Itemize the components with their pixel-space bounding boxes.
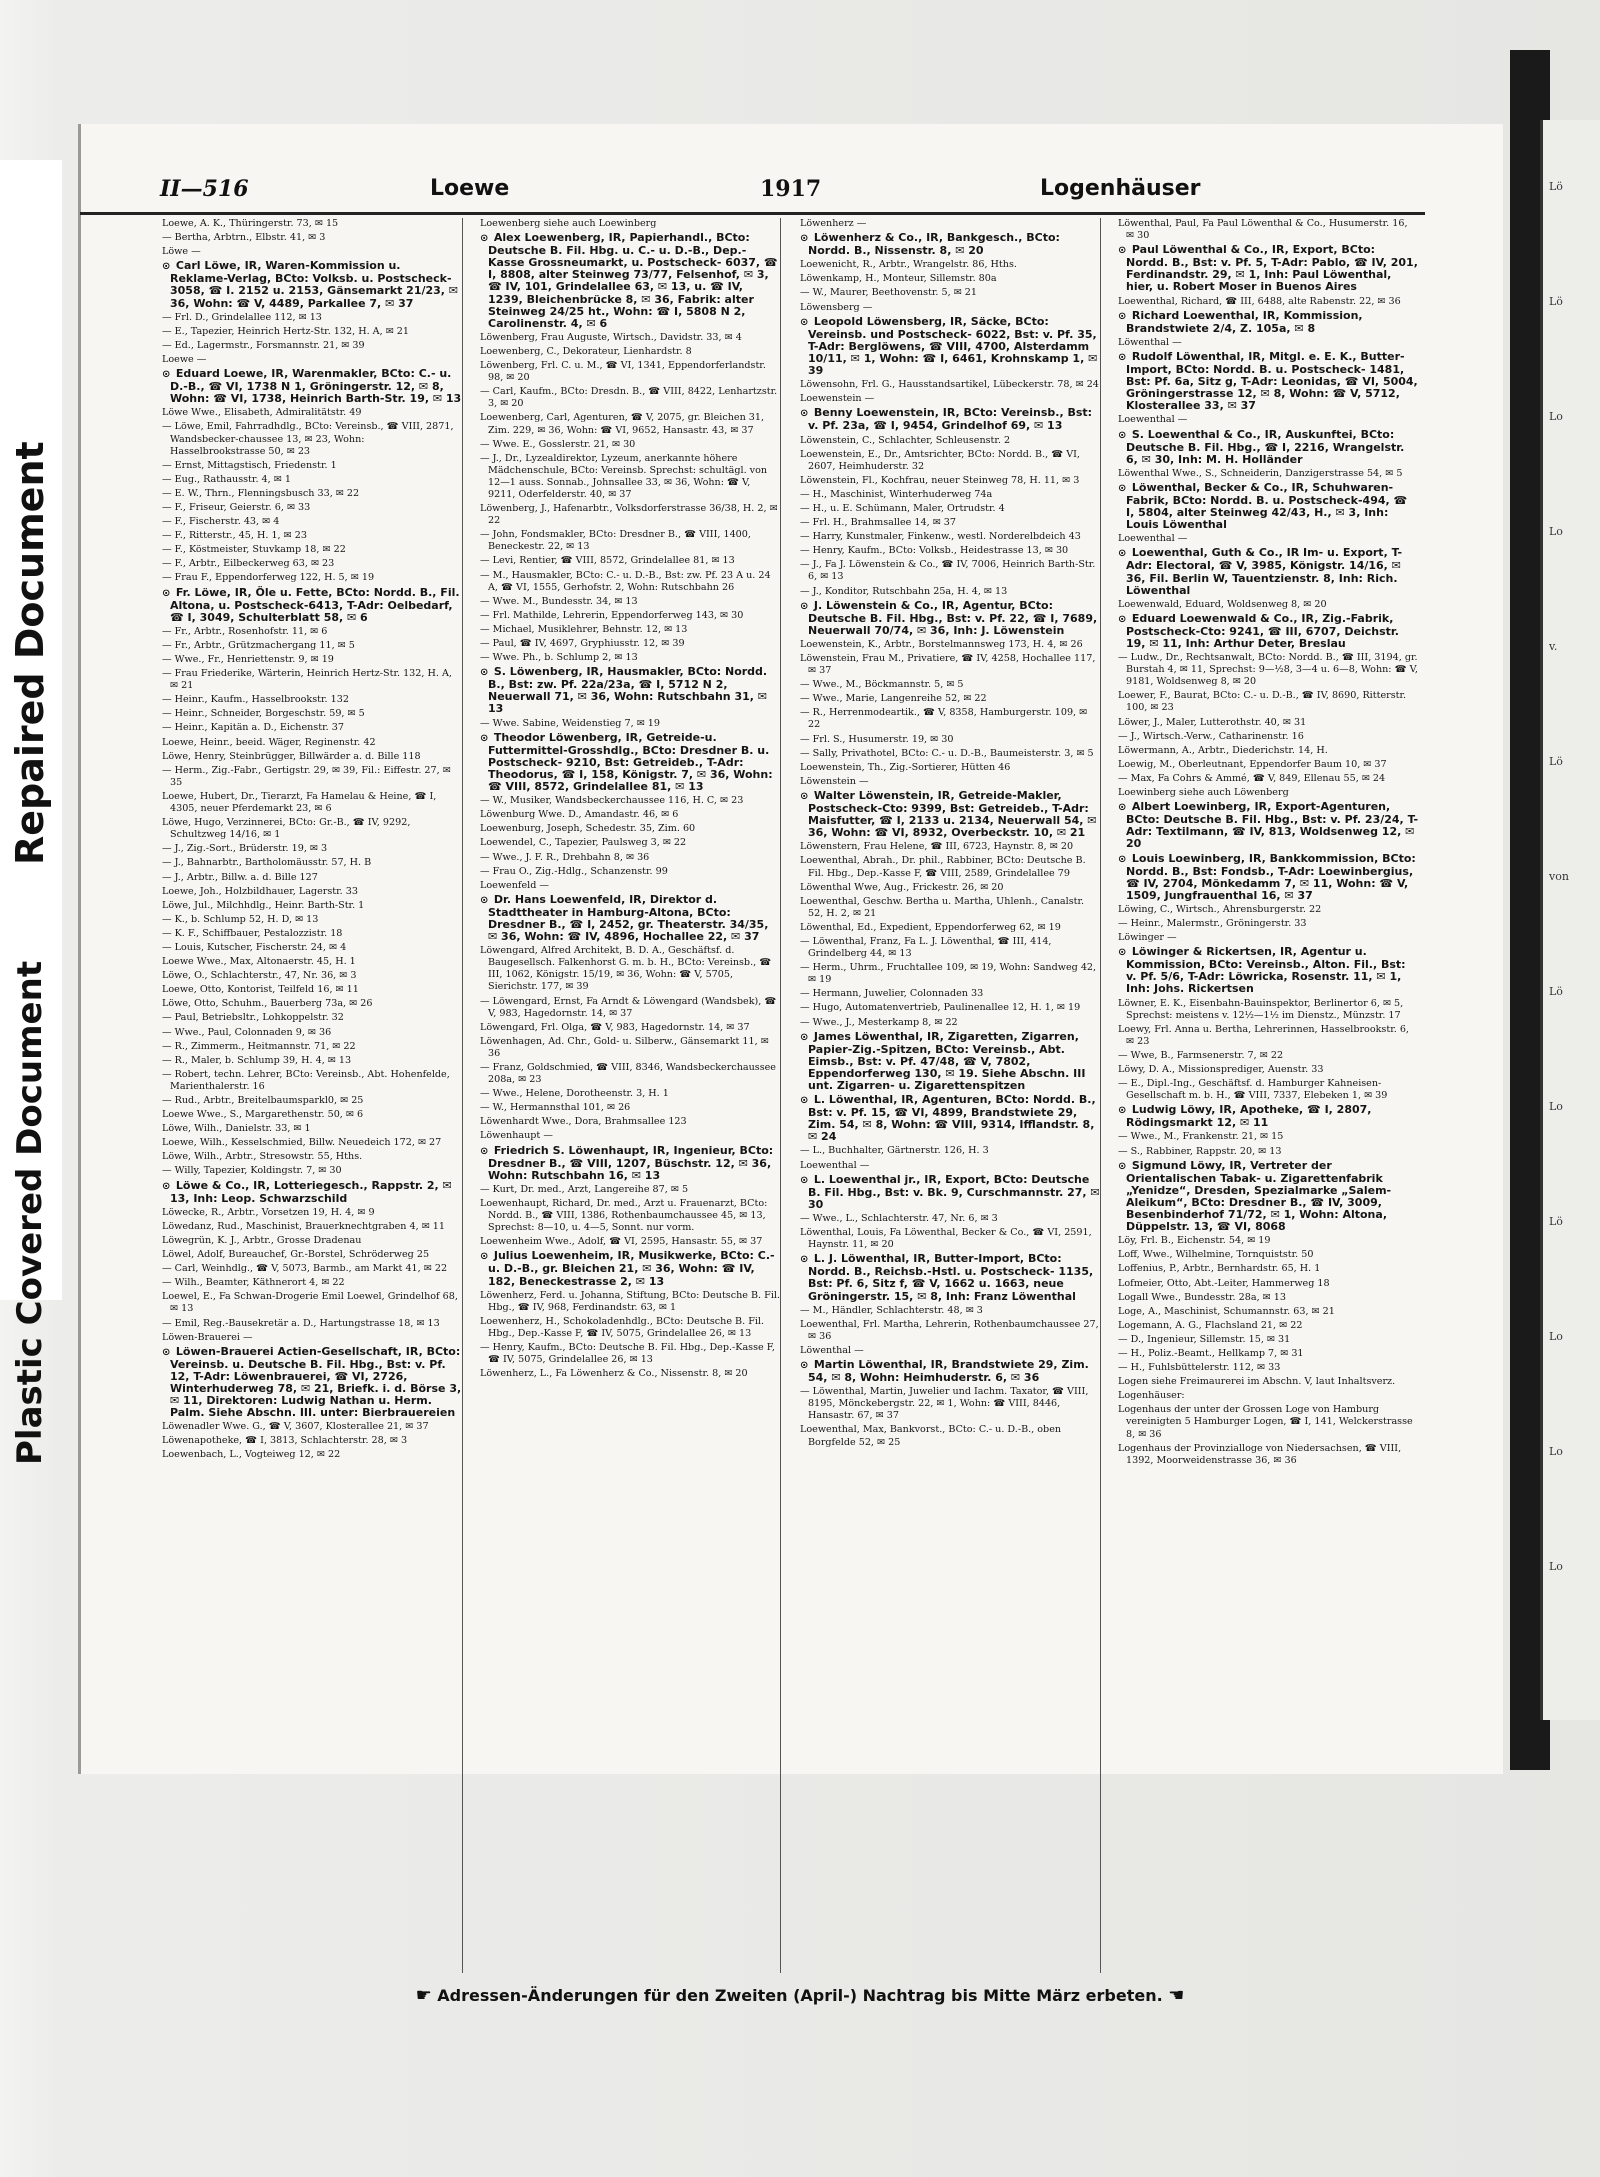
directory-entry: — J., Zig.-Sort., Brüderstr. 19, ✉ 3 <box>162 843 328 855</box>
directory-entry: — Ludw., Dr., Rechtsanwalt, BCto: Nordd. B., ☎ III, 3194, gr. Burstah 4, ✉ 11, Sprechst: 9—½8, 3—4 u. 6—8, Wohn: ☎ V, 9181, Woldsenweg 8, ✉ 20 <box>1118 652 1418 688</box>
directory-entry: Löwenkamp, H., Monteur, Sillemstr. 80a <box>800 273 997 285</box>
adjacent-page-fragment: Lö <box>1549 1215 1563 1228</box>
directory-entry: Loewenstein, Th., Zig.-Sortierer, Hütten 46 <box>800 761 1011 773</box>
directory-entry: Löwe, Hugo, Verzinnerei, BCto: Gr.-B., ☎ IV, 9292, Schultzweg 14/16, ✉ 1 <box>162 817 411 841</box>
adjacent-page-fragment: Lo <box>1549 1560 1563 1573</box>
directory-entry: Löwenherz, L., Fa Löwenherz & Co., Nissenstr. 8, ✉ 20 <box>480 1368 748 1380</box>
column-1 <box>162 218 463 1973</box>
firm-entry: ⊙ Albert Loewinberg, IR, Export-Agenturen, BCto: Deutsche B. Fil. Hbg., Bst: v. Pf. 23/24, T-Adr: Textilmann, ☎ IV, 813, Woldsenweg 12, ✉ 20 <box>1118 800 1418 851</box>
plastic-covered-document-label: Plastic Covered Document <box>10 960 50 1465</box>
firm-entry: ⊙ Leopold Löwensberg, IR, Säcke, BCto: Vereinsb. und Postscheck- 6022, Bst: v. Pf. 35, T-Adr: Berglöwens, ☎ VIII, 4700, Alsterdamm 10/11, ✉ 1, Wohn: ☎ I, 6461, Krohnskamp 1, ✉ 39 <box>800 314 1098 378</box>
directory-entry: Logemann, A. G., Flachsland 21, ✉ 22 <box>1118 1319 1303 1331</box>
firm-entry: ⊙ Eduard Loewenwald & Co., IR, Zig.-Fabrik, Postscheck-Cto: 9241, ☎ III, 6707, Deichstr. 19, ✉ 11, Inh: Arthur Deter, Breslau <box>1118 611 1399 650</box>
directory-entry: Logenhäuser: <box>1118 1390 1185 1402</box>
directory-entry: — John, Fondsmakler, BCto: Dresdner B., ☎ VIII, 1400, Beneckestr. 22, ✉ 13 <box>480 529 751 553</box>
directory-entry: — J., Arbtr., Billw. a. d. Bille 127 <box>162 871 318 883</box>
firm-entry: ⊙ Löwinger & Rickertsen, IR, Agentur u. Kommission, BCto: Vereinsb., Alton. Fil., Bst: v. Pf. 5/6, T-Adr: Löwricka, Rosenstr. 11, ✉ 1, Inh: Johs. Rickertsen <box>1118 945 1406 996</box>
firm-marker-icon: ⊙ <box>800 1174 812 1186</box>
directory-entry: — Heinr., Schneider, Borgeschstr. 59, ✉ 5 <box>162 708 365 720</box>
directory-entry: — Rud., Arbtr., Breitelbaumsparkl0, ✉ 25 <box>162 1095 364 1106</box>
directory-entry: — Wwe. Ph., b. Schlump 2, ✉ 13 <box>480 652 638 664</box>
directory-entry: Löwenstein, C., Schlachter, Schleusenstr. 2 <box>800 434 1011 446</box>
directory-entry: — W., Hermannsthal 101, ✉ 26 <box>480 1102 631 1114</box>
directory-entry: Löwer, J., Maler, Lutterothstr. 40, ✉ 31 <box>1118 716 1307 728</box>
directory-entry: Loewenthal, Max, Bankvorst., BCto: C.- u. D.-B., oben Borgfelde 52, ✉ 25 <box>800 1424 1062 1448</box>
directory-entry: Löwenburg Wwe. D., Amandastr. 46, ✉ 6 <box>480 809 679 821</box>
directory-entry: Loewenthal, Abrah., Dr. phil., Rabbiner, BCto: Deutsche B. Fil. Hbg., Dep.-Kasse F, ☎ VIII, 2589, Grindelallee 79 <box>800 855 1086 879</box>
directory-entry: — Frau Friederike, Wärterin, Heinrich Hertz-Str. 132, H. A, ✉ 21 <box>162 668 452 692</box>
directory-entry: — J., Wirtsch.-Verw., Catharinenstr. 16 <box>1118 730 1304 742</box>
firm-marker-icon: ⊙ <box>1118 245 1130 257</box>
directory-entry: Löwenthal — <box>1118 336 1182 348</box>
firm-marker-icon: ⊙ <box>162 261 174 273</box>
directory-entry: Löwel, Adolf, Bureauchef, Gr.-Borstel, Schröderweg 25 <box>162 1249 430 1261</box>
directory-entry: — Wwe., J. F. R., Drehbahn 8, ✉ 36 <box>480 851 650 863</box>
adjacent-page-fragment: Lö <box>1549 180 1563 193</box>
column-3 <box>800 218 1101 1973</box>
directory-entry: — K. F., Schiffbauer, Pestalozzistr. 18 <box>162 927 343 939</box>
directory-entry: Loge, A., Maschinist, Schumannstr. 63, ✉ 21 <box>1118 1305 1335 1317</box>
firm-entry: ⊙ S. Löwenberg, IR, Hausmakler, BCto: Nordd. B., Bst: zw. Pf. 22a/23a, ☎ I, 5712 N 2, Neuerwall 71, ✉ 36, Wohn: Rutschbahn 31, ✉ 13 <box>480 665 768 716</box>
firm-entry: ⊙ L. Loewenthal jr., IR, Export, BCto: Deutsche B. Fil. Hbg., Bst: v. Bk. 9, Curschmannstr. 27, ✉ 30 <box>800 1172 1100 1211</box>
header-first-name: Loewe <box>430 176 510 201</box>
directory-entry: — Wwe, B., Farmsenerstr. 7, ✉ 22 <box>1118 1049 1284 1061</box>
directory-entry: — K., b. Schlump 52, H. D, ✉ 13 <box>162 913 319 925</box>
directory-entry: Logenhaus der Provinzialloge von Niedersachsen, ☎ VIII, 1392, Moorweidenstrasse 36, ✉ 36 <box>1118 1442 1402 1466</box>
directory-entry: — Fr., Arbtr., Grützmachergang 11, ✉ 5 <box>162 639 355 651</box>
directory-entry: — E., Dipl.-Ing., Geschäftsf. d. Hamburger Kahneisen-Gesellschaft m. b. H., ☎ VIII, 7337, Elebeken 1, ✉ 39 <box>1118 1078 1388 1102</box>
firm-entry: ⊙ Löwen-Brauerei Actien-Gesellschaft, IR, BCto: Vereinsb. u. Deutsche B. Fil. Hbg., Bst: v. Pf. 12, T-Adr: Löwenbrauerei, ☎ VI, 2726, Winterhuderweg 78, ✉ 21, Briefk. i. d. Börse 3, ✉ 11, Direktoren: Ludwig Nathan u. Herm. Palm. Siehe Abschn. III. unter: Bierbrauereien <box>162 1344 462 1420</box>
directory-entry: Loewenberg, C., Dekorateur, Lienhardstr. 8 <box>480 345 692 357</box>
directory-entry: Loewig, M., Oberleutnant, Eppendorfer Baum 10, ✉ 37 <box>1118 758 1387 770</box>
directory-entry: Logen siehe Freimaurerei im Abschn. V, laut Inhaltsverz. <box>1118 1376 1396 1388</box>
directory-entry: — Franz, Goldschmied, ☎ VIII, 8346, Wandsbeckerchaussee 208a, ✉ 23 <box>480 1062 776 1086</box>
directory-entry: — Wwe., Fr., Henriettenstr. 9, ✉ 19 <box>162 654 334 665</box>
directory-entry: — F., Köstmeister, Stuvkamp 18, ✉ 22 <box>162 544 346 556</box>
firm-entry: ⊙ Friedrich S. Löwenhaupt, IR, Ingenieur, BCto: Dresdner B., ☎ VIII, 1207, Büschstr. 12, ✉ 36, Wohn: Rutschbahn 16, ✉ 13 <box>480 1143 774 1182</box>
firm-marker-icon: ⊙ <box>800 790 812 802</box>
firm-entry: ⊙ Julius Loewenheim, IR, Musikwerke, BCto: C.- u. D.-B., gr. Bleichen 21, ✉ 36, Wohn: ☎ IV, 182, Beneckestrasse 2, ✉ 13 <box>480 1249 775 1288</box>
firm-marker-icon: ⊙ <box>1118 802 1130 814</box>
directory-entry: Loewenwald, Eduard, Woldsenweg 8, ✉ 20 <box>1118 598 1327 610</box>
firm-entry: ⊙ Louis Loewinberg, IR, Bankkommission, BCto: Nordd. B., Bst: Fondsb., T-Adr: Loewinbergius, ☎ IV, 2704, Mönkedamm 7, ✉ 11, Wohn: ☎ V, 1509, Jungfrauenthal 16, ✉ 37 <box>1118 851 1416 902</box>
directory-entry: Löwe, O., Schlachterstr., 47, Nr. 36, ✉ 3 <box>162 970 357 982</box>
directory-entry: Löwenthal — <box>800 1344 864 1356</box>
firm-entry: ⊙ Löwenthal, Becker & Co., IR, Schuhwaren-Fabrik, BCto: Nordd. B. u. Postscheck-494, ☎ I, 5804, alter Steinweg 42/43, H., ✉ 3, Inh: Louis Löwenthal <box>1118 480 1408 532</box>
directory-entry: Loewenbach, L., Vogteiweg 12, ✉ 22 <box>162 1449 341 1461</box>
directory-entry: — Henry, Kaufm., BCto: Volksb., Heidestrasse 13, ✉ 30 <box>800 545 1069 557</box>
firm-entry: ⊙ Ludwig Löwy, IR, Apotheke, ☎ I, 2807, Rödingsmarkt 12, ✉ 11 <box>1118 1103 1372 1130</box>
directory-entry: — Paul, ☎ IV, 4697, Gryphiusstr. 12, ✉ 39 <box>480 638 685 649</box>
directory-entry: Löy, Frl. B., Eichenstr. 54, ✉ 19 <box>1118 1235 1271 1247</box>
directory-entry: Loffenius, P., Arbtr., Bernhardstr. 65, H. 1 <box>1118 1263 1321 1275</box>
directory-entry: Loewenthal, Geschw. Bertha u. Martha, Uhlenh., Canalstr. 52, H. 2, ✉ 21 <box>800 895 1085 919</box>
directory-entry: Löwenhagen, Ad. Chr., Gold- u. Silberw., Gänsemarkt 11, ✉ 36 <box>480 1035 769 1059</box>
directory-entry: Löwengard, Alfred Architekt, B. D. A., Geschäftsf. d. Baugesellsch. Falkenhorst G. m. b. H., BCto: Vereinsb., ☎ III, 1062, Königstr. 15/19, ✉ 36, Wohn: ☎ V, 5705, Sierichstr. 177, ✉ 39 <box>480 945 772 993</box>
directory-entry: Löwenapotheke, ☎ I, 3813, Schlachterstr. 28, ✉ 3 <box>162 1435 408 1447</box>
directory-entry: — Wilh., Beamter, Käthnerort 4, ✉ 22 <box>162 1277 345 1289</box>
firm-marker-icon: ⊙ <box>1118 947 1130 959</box>
directory-entry: Löwenhardt Wwe., Dora, Brahmsallee 123 <box>480 1116 687 1128</box>
directory-entry: — Max, Fa Cohrs & Ammé, ☎ V, 849, Ellenau 55, ✉ 24 <box>1118 772 1386 784</box>
firm-marker-icon: ⊙ <box>480 233 492 245</box>
directory-entry: Logall Wwe., Bundesstr. 28a, ✉ 13 <box>1118 1291 1286 1303</box>
directory-entry: Löwengard, Frl. Olga, ☎ V, 983, Hagedornstr. 14, ✉ 37 <box>480 1021 750 1033</box>
adjacent-page-fragment: Lo <box>1549 1330 1563 1343</box>
directory-entry: — F., Ritterstr., 45, H. 1, ✉ 23 <box>162 530 307 542</box>
directory-entry: — Wwe. E., Gosslerstr. 21, ✉ 30 <box>480 438 636 450</box>
directory-entry: Loff, Wwe., Wilhelmine, Tornquiststr. 50 <box>1118 1249 1314 1261</box>
page-footer-notice <box>300 1985 1300 2006</box>
directory-entry: Löwinger — <box>1118 932 1177 944</box>
directory-entry: — Harry, Kunstmaler, Finkenw., westl. Norderelbdeich 43 <box>800 531 1081 543</box>
directory-entry: Loewenberg siehe auch Loewinberg <box>480 218 657 229</box>
firm-entry: ⊙ Dr. Hans Loewenfeld, IR, Direktor d. Stadttheater in Hamburg-Altona, BCto: Dresdner B., ☎ I, 2452, gr. Theaterstr. 34/35, ✉ 36, Wohn: ☎ IV, 4896, Hochallee 22, ✉ 37 <box>480 892 769 944</box>
directory-entry: — Wwe., Paul, Colonnaden 9, ✉ 36 <box>162 1026 332 1038</box>
directory-entry: Löwecke, R., Arbtr., Vorsetzen 19, H. 4, ✉ 9 <box>162 1206 375 1218</box>
firm-entry: ⊙ Löwenherz & Co., IR, Bankgesch., BCto: Nordd. B., Nissenstr. 8, ✉ 20 <box>800 231 1060 258</box>
firm-entry: ⊙ Sigmund Löwy, IR, Vertreter der Orientalischen Tabak- u. Zigarettenfabrik „Yenidze“, Dresden, Spezialmarke „Salem-Aleikum“, BCto: Dresdner B., ☎ IV, 3009, Besenbinderhof 71/72, ✉ 1, Wohn: Altona, Düppelstr. 13, ☎ VI, 8068 <box>1118 1158 1392 1234</box>
directory-entry: Loewenthal — <box>800 1159 870 1171</box>
directory-entry: Löwenthal Wwe., S., Schneiderin, Danzigerstrasse 54, ✉ 5 <box>1118 467 1403 479</box>
directory-entry: Loewenstein, E., Dr., Amtsrichter, BCto: Nordd. B., ☎ VI, 2607, Heimhuderstr. 32 <box>800 448 1080 472</box>
directory-entry: Loewel, E., Fa Schwan-Drogerie Emil Loewel, Grindelhof 68, ✉ 13 <box>162 1291 458 1315</box>
firm-marker-icon: ⊙ <box>162 1180 174 1192</box>
directory-entry: Löwegrün, K. J., Arbtr., Grosse Dradenau <box>162 1234 362 1246</box>
directory-entry: Loewenstein — <box>800 393 875 405</box>
adjacent-page-fragment: Lo <box>1549 1100 1563 1113</box>
directory-entry: Löwing, C., Wirtsch., Ahrensburgerstr. 22 <box>1118 903 1322 915</box>
firm-entry: ⊙ L. Löwenthal, IR, Agenturen, BCto: Nordd. B., Bst: v. Pf. 15, ☎ VI, 4899, Brandstwiete 29, Zim. 54, ✉ 8, Wohn: ☎ VIII, 9314, Ifflandstr. 8, ✉ 24 <box>800 1093 1096 1144</box>
directory-entry: — Ed., Lagermstr., Forsmannstr. 21, ✉ 39 <box>162 339 365 351</box>
adjacent-page-fragment: Lo <box>1549 410 1563 423</box>
firm-marker-icon: ⊙ <box>1118 310 1130 322</box>
directory-entry: — F., Friseur, Geierstr. 6, ✉ 33 <box>162 501 311 513</box>
directory-entry: — Löwenthal, Martin, Juwelier und Iachm. Taxator, ☎ VIII, 8195, Mönckebergstr. 22, ✉ 1, Wohn: ☎ VIII, 8446, Hansastr. 67, ✉ 37 <box>800 1386 1089 1422</box>
firm-marker-icon: ⊙ <box>800 1095 812 1107</box>
directory-entry: — F., Fischerstr. 43, ✉ 4 <box>162 516 280 528</box>
column-2 <box>480 218 781 1973</box>
firm-entry: ⊙ Eduard Loewe, IR, Warenmakler, BCto: C.- u. D.-B., ☎ VI, 1738 N 1, Gröningerstr. 12, ✉ 8, Wohn: ☎ VI, 1738, Heinrich Barth-Str. 19, ✉ 13 <box>162 367 462 406</box>
directory-entry: — Wwe. M., Bundesstr. 34, ✉ 13 <box>480 595 638 607</box>
adjacent-page-fragment: Lo <box>1549 525 1563 538</box>
directory-entry: Loewenthal, Richard, ☎ III, 6488, alte Rabenstr. 22, ✉ 36 <box>1118 295 1401 307</box>
directory-entry: Löwenthal, Louis, Fa Löwenthal, Becker & Co., ☎ VI, 2591, Haynstr. 11, ✉ 20 <box>800 1227 1092 1251</box>
directory-entry: Löwenherz, Ferd. u. Johanna, Stiftung, BCto: Deutsche B. Fil. Hbg., ☎ IV, 968, Ferdinandstr. 63, ✉ 1 <box>480 1289 781 1313</box>
directory-entry: — J., Dr., Lyzealdirektor, Lyzeum, anerkannte höhere Mädchenschule, BCto: Vereinsb. Sprechst: schultägl. von 12—1 auss. Sonnab., Johnsallee 33, ✉ 36, Wohn: ☎ V, 9211, Oderfelderstr. 40, ✉ 37 <box>480 452 768 500</box>
pointing-hand-icon: ☛ <box>415 1985 432 2006</box>
directory-entry: Löwe, Otto, Schuhm., Bauerberg 73a, ✉ 26 <box>162 998 373 1010</box>
firm-marker-icon: ⊙ <box>162 369 174 381</box>
directory-entry: — W., Maurer, Beethovenstr. 5, ✉ 21 <box>800 287 977 299</box>
directory-entry: — Henry, Kaufm., BCto: Deutsche B. Fil. Hbg., Dep.-Kasse F, ☎ IV, 5075, Grindelallee 26, ✉ 13 <box>480 1341 775 1366</box>
directory-entry: Löwensberg — <box>800 301 873 313</box>
directory-entry: Löwenhaupt — <box>480 1130 553 1142</box>
directory-entry: Loewenthal — <box>1118 533 1188 545</box>
directory-entry: Loewy, Frl. Anna u. Bertha, Lehrerinnen, Hasselbrookstr. 6, ✉ 23 <box>1118 1023 1409 1047</box>
firm-marker-icon: ⊙ <box>480 1145 492 1157</box>
header-year: 1917 <box>760 176 822 202</box>
firm-marker-icon: ⊙ <box>1118 1105 1130 1117</box>
directory-entry: Löwenstein, Frau M., Privatiere, ☎ IV, 4258, Hochallee 117, ✉ 37 <box>800 653 1096 677</box>
firm-entry: ⊙ Theodor Löwenberg, IR, Getreide-u. Futtermittel-Grosshdlg., BCto: Dresdner B. u. Postscheck- 9210, Bst: Getreideb., T-Adr: Theodorus, ☎ I, 158, Königstr. 7, ✉ 36, Wohn: ☎ VIII, 8572, Grindelallee 81, ✉ 13 <box>480 730 773 794</box>
directory-entry: Loewenthal, Frl. Martha, Lehrerin, Rothenbaumchaussee 27, ✉ 36 <box>800 1318 1099 1342</box>
directory-entry: — Hugo, Automatenvertrieb, Paulinenallee 12, H. 1, ✉ 19 <box>800 1002 1081 1014</box>
directory-entry: Löwe — <box>162 246 201 258</box>
directory-entry: — Robert, techn. Lehrer, BCto: Vereinsb., Abt. Hohenfelde, Marienthalerstr. 16 <box>162 1068 450 1092</box>
directory-entry: — Ernst, Mittagstisch, Friedenstr. 1 <box>162 459 337 471</box>
firm-entry: ⊙ Fr. Löwe, IR, Öle u. Fette, BCto: Nordd. B., Fil. Altona, u. Postscheck-6413, T-Adr: Oelbedarf, ☎ I, 3049, Schulterblatt 58, ✉ 6 <box>162 585 460 624</box>
directory-entry: — M., Händler, Schlachterstr. 48, ✉ 3 <box>800 1304 983 1316</box>
directory-entry: — Wwe., J., Mesterkamp 8, ✉ 22 <box>800 1016 958 1028</box>
directory-entry: Loewe Wwe., S., Margarethenstr. 50, ✉ 6 <box>162 1109 364 1121</box>
directory-entry: — J., Bahnarbtr., Bartholomäusstr. 57, H. B <box>162 857 372 869</box>
firm-marker-icon: ⊙ <box>1118 429 1130 441</box>
firm-marker-icon: ⊙ <box>480 894 492 906</box>
directory-entry: Löwenadler Wwe. G., ☎ V, 3607, Klosterallee 21, ✉ 37 <box>162 1421 429 1433</box>
directory-entry: Löwenherz — <box>800 218 867 229</box>
adjacent-page-fragment: v. <box>1549 640 1558 653</box>
adjacent-page-edge <box>1540 120 1600 1720</box>
directory-entry: Löwermann, A., Arbtr., Diederichstr. 14, H. <box>1118 744 1328 756</box>
directory-entry: Loewe, Hubert, Dr., Tierarzt, Fa Hamelau & Heine, ☎ I, 4305, neuer Pferdemarkt 23, ✉ 6 <box>162 790 437 815</box>
directory-entry: — Frl. Mathilde, Lehrerin, Eppendorferweg 143, ✉ 30 <box>480 609 744 621</box>
adjacent-page-fragment: Lö <box>1549 985 1563 998</box>
directory-entry: Löwenthal Wwe, Aug., Frickestr. 26, ✉ 20 <box>800 881 1004 893</box>
directory-entry: — M., Hausmakler, BCto: C.- u. D.-B., Bst: zw. Pf. 23 A u. 24 A, ☎ VI, 1555, Gerhofstr. 2, Wohn: Rutschbahn 26 <box>480 569 771 593</box>
firm-marker-icon: ⊙ <box>480 667 492 679</box>
directory-entry: Löwen-Brauerei — <box>162 1331 253 1343</box>
directory-entry: — Wwe., M., Böckmannstr. 5, ✉ 5 <box>800 679 964 691</box>
directory-entry: Löwenthal, Paul, Fa Paul Löwenthal & Co., Husumerstr. 16, ✉ 30 <box>1118 218 1408 242</box>
directory-entry: — Heinr., Kaufm., Hasselbrookstr. 132 <box>162 694 349 706</box>
directory-entry: Loewinberg siehe auch Löwenberg <box>1118 787 1289 799</box>
firm-entry: ⊙ Martin Löwenthal, IR, Brandstwiete 29, Zim. 54, ✉ 8, Wohn: Heimhuderstr. 6, ✉ 36 <box>800 1357 1089 1385</box>
firm-marker-icon: ⊙ <box>1118 351 1130 363</box>
directory-entry: Loewe Wwe., Max, Altonaerstr. 45, H. 1 <box>162 956 356 968</box>
directory-entry: Löwenstein, Fl., Kochfrau, neuer Steinweg 78, H. 11, ✉ 3 <box>800 474 1080 486</box>
directory-entry: Loewe — <box>162 353 207 365</box>
directory-entry: — Wwe., Marie, Langenreihe 52, ✉ 22 <box>800 693 987 705</box>
directory-entry: — Willy, Tapezier, Koldingstr. 7, ✉ 30 <box>162 1165 342 1177</box>
directory-entry: — Kurt, Dr. med., Arzt, Langereihe 87, ✉ 5 <box>480 1183 689 1195</box>
directory-entry: — Hermann, Juwelier, Colonnaden 33 <box>800 988 984 1000</box>
directory-entry: Loewenburg, Joseph, Schedestr. 35, Zim. 60 <box>480 823 696 835</box>
directory-entry: — R., Zimmerm., Heitmannstr. 71, ✉ 22 <box>162 1040 356 1052</box>
directory-entry: Loewenstein, K., Arbtr., Borstelmannsweg 173, H. 4, ✉ 26 <box>800 638 1083 650</box>
directory-entry: — Paul, Betriebsltr., Lohkoppelstr. 32 <box>162 1012 344 1024</box>
firm-entry: ⊙ Alex Loewenberg, IR, Papierhandl., BCto: Deutsche B. Fil. Hbg. u. C.- u. D.-B., Dep.-Kasse Grossneumarkt, u. Postscheck- 6037, ☎ I, 8808, alter Steinweg 73/77, Felsenhof, ✉ 3, ☎ IV, 101, Grindelallee 63, ✉ 13, u. ☎ IV, 1239, Bleichenbrücke 8, ✉ 36, Fabrik: alter Steinweg 24/25 ht., Wohn: ☎ I, 5808 N 2, Carolinenstr. 4, ✉ 6 <box>480 231 778 330</box>
directory-entry: Loewendel, C., Tapezier, Paulsweg 3, ✉ 22 <box>480 837 687 849</box>
directory-entry: Löwedanz, Rud., Maschinist, Brauerknechtgraben 4, ✉ 11 <box>162 1220 446 1232</box>
side-label-strip <box>0 160 62 1465</box>
directory-entry: — Eug., Rathausstr. 4, ✉ 1 <box>162 473 291 485</box>
directory-entry: — Levi, Rentier, ☎ VIII, 8572, Grindelallee 81, ✉ 13 <box>480 555 735 567</box>
footer-text: Adressen-Änderungen für den Zweiten (April-) Nachtrag bis Mitte März erbeten. <box>437 1986 1163 2005</box>
firm-marker-icon: ⊙ <box>1118 548 1130 560</box>
adjacent-page-fragment: Lo <box>1549 1445 1563 1458</box>
firm-entry: ⊙ Loewenthal, Guth & Co., IR Im- u. Export, T-Adr: Electoral, ☎ V, 3985, Königstr. 14/16, ✉ 36, Fil. Berlin W, Tauentzienstr. 8, Inh: Rich. Löwenthal <box>1118 546 1403 597</box>
directory-entry: Loewenberg, Carl, Agenturen, ☎ V, 2075, gr. Bleichen 31, Zim. 229, ✉ 36, Wohn: ☎ VI, 9652, Hansastr. 43, ✉ 37 <box>480 412 765 436</box>
directory-entry: — W., Musiker, Wandsbeckerchaussee 116, H. C, ✉ 23 <box>480 795 744 807</box>
directory-entry: Loewenhaupt, Richard, Dr. med., Arzt u. Frauenarzt, BCto: Nordd. B., ☎ VIII, 1386, Rothenbaumchaussee 45, ✉ 13, Sprechst: 8—10, u. 4—5, Sonnt. nur vorm. <box>480 1197 768 1234</box>
directory-entry: Löwenberg, Frau Auguste, Wirtsch., Davidstr. 33, ✉ 4 <box>480 331 742 343</box>
directory-entry: Löwenberg, Frl. C. u. M., ☎ VI, 1341, Eppendorferlandstr. 98, ✉ 20 <box>480 360 766 384</box>
directory-entry: Loewenherz, H., Schokoladenhdlg., BCto: Deutsche B. Fil. Hbg., Dep.-Kasse F, ☎ IV, 5075, Grindelallee 26, ✉ 13 <box>480 1315 765 1339</box>
directory-entry: — Fr., Arbtr., Rosenhofstr. 11, ✉ 6 <box>162 625 328 637</box>
directory-entry: — H., Fuhlsbüttelerstr. 112, ✉ 33 <box>1118 1362 1281 1374</box>
directory-entry: — Wwe. Sabine, Weidenstieg 7, ✉ 19 <box>480 717 660 729</box>
directory-entry: — H., u. E. Schümann, Maler, Ortrudstr. 4 <box>800 502 1005 514</box>
firm-marker-icon: ⊙ <box>162 1346 174 1358</box>
directory-entry: — Löwe, Emil, Fahrradhdlg., BCto: Vereinsb., ☎ VIII, 2871, Wandsbecker-chaussee 13, ✉ 23, Wohn: Hasselbrookstrasse 50, ✉ 23 <box>162 421 454 457</box>
directory-entry: — J., Fa J. Löwenstein & Co., ☎ IV, 7006, Heinrich Barth-Str. 6, ✉ 13 <box>800 559 1096 583</box>
directory-entry: — Wwe., M., Frankenstr. 21, ✉ 15 <box>1118 1131 1284 1143</box>
firm-entry: ⊙ J. Löwenstein & Co., IR, Agentur, BCto: Deutsche B. Fil. Hbg., Bst: v. Pf. 22, ☎ I, 7689, Neuerwall 70/74, ✉ 36, Inh: J. Löwenstein <box>800 598 1098 637</box>
adjacent-page-fragment: von <box>1549 870 1569 883</box>
firm-marker-icon: ⊙ <box>162 587 174 599</box>
directory-entry: — R., Herrenmodeartik., ☎ V, 8358, Hamburgerstr. 109, ✉ 22 <box>800 707 1088 731</box>
directory-entry: Löwensohn, Frl. G., Hausstandsartikel, Lübeckerstr. 78, ✉ 24 <box>800 379 1099 391</box>
directory-entry: Löwner, E. K., Eisenbahn-Bauinspektor, Berlinertor 6, ✉ 5, Sprechst: meistens v. 12½—1½ im Dienstz., Münzstr. 17 <box>1118 997 1404 1021</box>
directory-entry: — Heinr., Kapitän a. D., Eichenstr. 37 <box>162 722 344 734</box>
directory-entry: — Heinr., Malermstr., Gröningerstr. 33 <box>1118 917 1307 929</box>
directory-entry: — Louis, Kutscher, Fischerstr. 24, ✉ 4 <box>162 941 347 953</box>
directory-entry: Logenhaus der unter der Grossen Loge von Hamburg vereinigten 5 Hamburger Logen, ☎ I, 141, Welckerstrasse 8, ✉ 36 <box>1118 1404 1413 1440</box>
firm-marker-icon: ⊙ <box>1118 853 1130 865</box>
directory-entry: Löwy, D. A., Missionsprediger, Auenstr. 33 <box>1118 1064 1324 1075</box>
firm-marker-icon: ⊙ <box>800 1359 812 1371</box>
directory-entry: — Michael, Musiklehrer, Behnstr. 12, ✉ 13 <box>480 623 688 635</box>
pointing-hand-icon: ☚ <box>1168 1985 1185 2006</box>
directory-entry: Löwe, Wilh., Arbtr., Stresowstr. 55, Hths. <box>162 1151 363 1163</box>
adjacent-page-fragment: Lö <box>1549 755 1563 768</box>
directory-entry: — J., Konditor, Rutschbahn 25a, H. 4, ✉ 13 <box>800 585 1008 597</box>
directory-entry: Loewenheim Wwe., Adolf, ☎ VI, 2595, Hansastr. 55, ✉ 37 <box>480 1236 763 1248</box>
directory-entry: Lofmeier, Otto, Abt.-Leiter, Hammerweg 18 <box>1118 1277 1330 1289</box>
firm-entry: ⊙ Richard Loewenthal, IR, Kommission, Brandstwiete 2/4, Z. 105a, ✉ 8 <box>1118 308 1363 335</box>
firm-entry: ⊙ L. J. Löwenthal, IR, Butter-Import, BCto: Nordd. B., Reichsb.-Hstl. u. Postscheck- 1135, Bst: Pf. 6, Sitz f, ☎ V, 1662 u. 1663, neue Gröningerstr. 15, ✉ 8, Inh: Franz Löwenthal <box>800 1252 1094 1303</box>
firm-marker-icon: ⊙ <box>800 408 812 420</box>
directory-entry: Löwenberg, J., Hafenarbtr., Volksdorferstrasse 36/38, H. 2, ✉ 22 <box>480 503 778 527</box>
directory-entry: Löwe Wwe., Elisabeth, Admiralitätstr. 49 <box>162 407 362 419</box>
directory-entry: — F., Arbtr., Eilbeckerweg 63, ✉ 23 <box>162 558 335 570</box>
directory-entry: Loewenthal — <box>1118 414 1188 426</box>
directory-entry: — Wwe., Helene, Dorotheenstr. 3, H. 1 <box>480 1088 669 1100</box>
directory-entry: — Bertha, Arbtrn., Elbstr. 41, ✉ 3 <box>162 232 326 244</box>
firm-marker-icon: ⊙ <box>800 1031 812 1043</box>
directory-entry: Loewenicht, R., Arbtr., Wrangelstr. 86, Hths. <box>800 259 1017 271</box>
directory-entry: — E., Tapezier, Heinrich Hertz-Str. 132, H. A, ✉ 21 <box>162 325 410 337</box>
directory-entry: Löwe, Henry, Steinbrügger, Billwärder a. d. Bille 118 <box>162 750 421 762</box>
directory-entry: — Frl. D., Grindelallee 112, ✉ 13 <box>162 311 322 323</box>
directory-entry: Loewe, Joh., Holzbildhauer, Lagerstr. 33 <box>162 885 358 897</box>
directory-entry: Löwenstein — <box>800 775 869 787</box>
firm-entry: ⊙ James Löwenthal, IR, Zigaretten, Zigarren, Papier-Zig.-Spitzen, BCto: Vereinsb., Abt. Eimsb., Bst: v. Pf. 47/48, ☎ V, 7802, Eppendorferweg 130, ✉ 19. Siehe Abschn. III unt. Zigarren- u. Zigarettenspitzen <box>800 1029 1086 1092</box>
firm-marker-icon: ⊙ <box>1118 482 1130 494</box>
directory-entry: — Frl. S., Husumerstr. 19, ✉ 30 <box>800 733 954 745</box>
directory-entry: — Wwe., L., Schlachterstr. 47, Nr. 6, ✉ 3 <box>800 1212 998 1224</box>
directory-entry: — Frl. H., Brahmsallee 14, ✉ 37 <box>800 517 956 529</box>
firm-marker-icon: ⊙ <box>1118 1160 1130 1172</box>
firm-marker-icon: ⊙ <box>480 1251 492 1263</box>
directory-entry: Loewe, Otto, Kontorist, Teilfeld 16, ✉ 11 <box>162 984 359 996</box>
firm-entry: ⊙ S. Loewenthal & Co., IR, Auskunftei, BCto: Deutsche B. Fil. Hbg., ☎ I, 2216, Wrangelstr. 6, ✉ 30, Inh: M. H. Holländer <box>1118 427 1405 466</box>
adjacent-page-fragment: Lö <box>1549 295 1563 308</box>
directory-entry: — Sally, Privathotel, BCto: C.- u. D.-B., Baumeisterstr. 3, ✉ 5 <box>800 747 1094 759</box>
column-4 <box>1118 218 1418 1973</box>
directory-entry: Loewenfeld — <box>480 879 549 891</box>
directory-entry: — Carl, Weinhdlg., ☎ V, 5073, Barmb., am Markt 41, ✉ 22 <box>162 1263 448 1275</box>
firm-marker-icon: ⊙ <box>800 600 812 612</box>
directory-entry: Löwe, Jul., Milchhdlg., Heinr. Barth-Str. 1 <box>162 899 365 911</box>
firm-entry: ⊙ Paul Löwenthal & Co., IR, Export, BCto: Nordd. B., Bst: v. Pf. 5, T-Adr: Pablo, ☎ IV, 201, Ferdinandstr. 29, ✉ 1, Inh: Paul Löwenthal, hier, u. Robert Moser in Buenos Aires <box>1118 243 1418 294</box>
firm-entry: ⊙ Benny Loewenstein, IR, BCto: Vereinsb., Bst: v. Pf. 23a, ☎ I, 9454, Grindelhof 69, ✉ 13 <box>800 406 1093 433</box>
directory-entry: — E. W., Thrn., Flenningsbusch 33, ✉ 22 <box>162 487 360 499</box>
directory-entry: — Carl, Kaufm., BCto: Dresdn. B., ☎ VIII, 8422, Lenhartzstr. 3, ✉ 20 <box>480 386 778 410</box>
firm-entry: ⊙ Rudolf Löwenthal, IR, Mitgl. e. E. K., Butter-Import, BCto: Nordd. B. u. Postscheck- 1481, Bst: Pf. 6a, Sitz g, T-Adr: Leonidas, ☎ VI, 5004, Gröningerstrasse 12, ✉ 8, Wohn: ☎ V, 5712, Klosterallee 33, ✉ 37 <box>1118 349 1418 413</box>
directory-entry: Löwenstern, Frau Helene, ☎ III, 6723, Haynstr. 8, ✉ 20 <box>800 841 1074 853</box>
firm-entry: ⊙ Löwe & Co., IR, Lotteriegesch., Rappstr. 2, ✉ 13, Inh: Leop. Schwarzschild <box>162 1178 452 1205</box>
firm-marker-icon: ⊙ <box>480 732 492 744</box>
firm-marker-icon: ⊙ <box>800 1254 812 1266</box>
directory-entry: — L., Buchhalter, Gärtnerstr. 126, H. 3 <box>800 1145 989 1157</box>
firm-marker-icon: ⊙ <box>800 316 812 328</box>
header-last-name: Logenhäuser <box>1040 176 1201 201</box>
firm-marker-icon: ⊙ <box>800 233 812 245</box>
repaired-document-label: Repaired Document <box>8 441 52 865</box>
firm-entry: ⊙ Walter Löwenstein, IR, Getreide-Makler, Postscheck-Cto: 9399, Bst: Getreideb., T-Adr: Maisfutter, ☎ I, 2133 u. 2134, Neuerwall 54, ✉ 36, Wohn: ☎ VI, 8932, Overbeckstr. 10, ✉ 21 <box>800 788 1097 840</box>
page-number: II—516 <box>160 176 249 202</box>
directory-entry: — Frau F., Eppendorferweg 122, H. 5, ✉ 19 <box>162 572 375 584</box>
directory-entry: — Herm., Uhrm., Fruchtallee 109, ✉ 19, Wohn: Sandweg 42, ✉ 19 <box>800 962 1097 986</box>
directory-entry: Loewer, F., Baurat, BCto: C.- u. D.-B., ☎ IV, 8690, Ritterstr. 100, ✉ 23 <box>1118 690 1407 714</box>
directory-entry: Loewe, Heinr., beeid. Wäger, Reginenstr. 42 <box>162 736 376 748</box>
directory-entry: — Emil, Reg.-Bausekretär a. D., Hartungstrasse 18, ✉ 13 <box>162 1317 440 1329</box>
directory-entry: — D., Ingenieur, Sillemstr. 15, ✉ 31 <box>1118 1333 1291 1345</box>
directory-entry: — H., Maschinist, Winterhuderweg 74a <box>800 488 993 500</box>
firm-marker-icon: ⊙ <box>1118 613 1130 625</box>
page-header <box>80 176 1425 215</box>
directory-entry: Löwe, Wilh., Danielstr. 33, ✉ 1 <box>162 1123 311 1135</box>
directory-entry: — R., Maler, b. Schlump 39, H. 4, ✉ 13 <box>162 1054 352 1066</box>
directory-entry: — H., Poliz.-Beamt., Hellkamp 7, ✉ 31 <box>1118 1347 1304 1359</box>
directory-entry: Loewe, A. K., Thüringerstr. 73, ✉ 15 <box>162 218 339 229</box>
directory-entry: — S., Rabbiner, Rappstr. 20, ✉ 13 <box>1118 1145 1282 1157</box>
directory-entry: — Herm., Zig.-Fabr., Gertigstr. 29, ✉ 39, Fil.: Eiffestr. 27, ✉ 35 <box>162 764 451 788</box>
directory-entry: — Frau O., Zig.-Hdlg., Schanzenstr. 99 <box>480 865 668 877</box>
directory-entry: — Löwengard, Ernst, Fa Arndt & Löwengard (Wandsbek), ☎ V, 983, Hagedornstr. 14, ✉ 37 <box>480 995 777 1019</box>
directory-entry: Löwenthal, Ed., Expedient, Eppendorferweg 62, ✉ 19 <box>800 921 1061 933</box>
directory-entry: Loewe, Wilh., Kesselschmied, Billw. Neuedeich 172, ✉ 27 <box>162 1137 442 1149</box>
firm-entry: ⊙ Carl Löwe, IR, Waren-Kommission u. Reklame-Verlag, BCto: Volksb. u. Postscheck- 3058, ☎ I. 2152 u. 2153, Gänsemarkt 21/23, ✉ 36, Wohn: ☎ V, 4489, Parkallee 7, ✉ 37 <box>162 259 459 310</box>
directory-entry: — Löwenthal, Franz, Fa L. J. Löwenthal, ☎ III, 414, Grindelberg 44, ✉ 13 <box>800 935 1052 960</box>
